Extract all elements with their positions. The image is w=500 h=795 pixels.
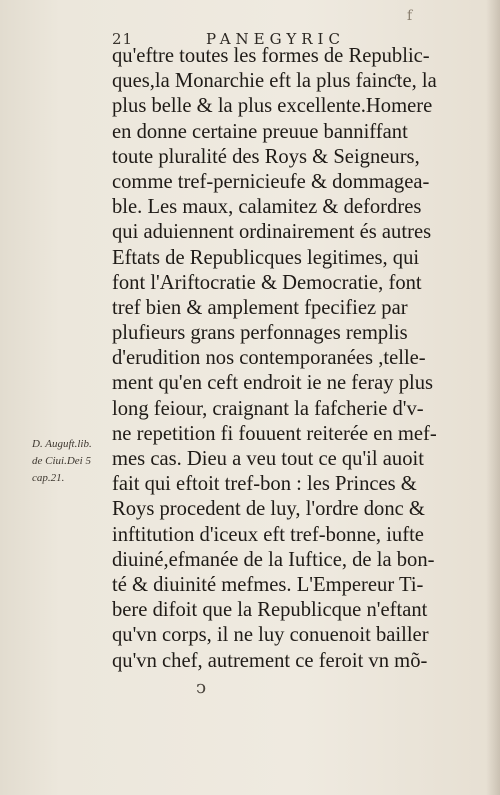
text-line: plus belle & la plus excellente.Homere (112, 95, 433, 118)
text-line: bere difoit que la Republicque n'eftant (112, 599, 428, 622)
margin-note-line: cap.21. (32, 472, 65, 484)
body-text (112, 44, 452, 674)
text-line: d'erudition nos contemporanées ,telle- (112, 347, 426, 370)
text-line: comme tref-pernicieufe & dommagea- (112, 170, 430, 193)
text-line: diuiné,efmanée de la Iuftice, de la bon- (112, 548, 435, 571)
text-line: toute pluralité des Roys & Seigneurs, (112, 145, 420, 168)
text-line: plufieurs grans perfonnages remplis (112, 322, 408, 345)
text-line: fait qui eftoit tref-bon : les Princes & (112, 473, 417, 496)
page-edge-shadow (486, 0, 500, 795)
corner-mark: f (407, 8, 413, 24)
text-line: en donne certaine preuue banniffant (112, 120, 408, 143)
ornament-mark: ↄ (196, 677, 207, 698)
text-line: ne repetition fi fouuent reiterée en mef- (112, 422, 437, 445)
page-number: 21 (112, 30, 134, 48)
margin-note-line: D. Auguft.lib. (32, 438, 92, 450)
text-line: ble. Les maux, calamitez & defordres (112, 196, 422, 219)
text-line: Eftats de Republicques legitimes, qui (112, 246, 420, 269)
text-line: long feiour, craignant la fafcherie d'v- (112, 397, 424, 420)
text-line: qu'vn corps, il ne luy conuenoit bailler (112, 624, 429, 647)
text-line: qu'vn chef, autrement ce feroit vn mõ- (112, 649, 428, 672)
text-line: qu'eftre toutes les formes de Republic- (112, 45, 430, 67)
text-line: inftitution d'iceux eft tref-bonne, iufte (112, 523, 424, 546)
text-line: mes cas. Dieu a veu tout ce qu'il auoit (112, 448, 424, 470)
margin-note-line: de Ciui.Dei 5 (32, 455, 91, 467)
text-line: ment qu'en ceft endroit ie ne feray plus (112, 372, 434, 395)
running-head: PANEGYRIC (206, 30, 345, 48)
text-line: font l'Ariftocratie & Democratie, font (112, 271, 422, 294)
text-line: qui aduiennent ordinairement és autres (112, 221, 432, 244)
text-line: té & diuinité mefmes. L'Empereur Ti- (112, 573, 424, 596)
text-line: Roys procedent de luy, l'ordre donc & (112, 498, 425, 521)
text-line: tref bien & amplement fpecifiez par (112, 296, 408, 319)
margin-notes (32, 436, 112, 487)
text-line: ques,la Monarchie eft la plus fainƈte, la (112, 70, 437, 93)
